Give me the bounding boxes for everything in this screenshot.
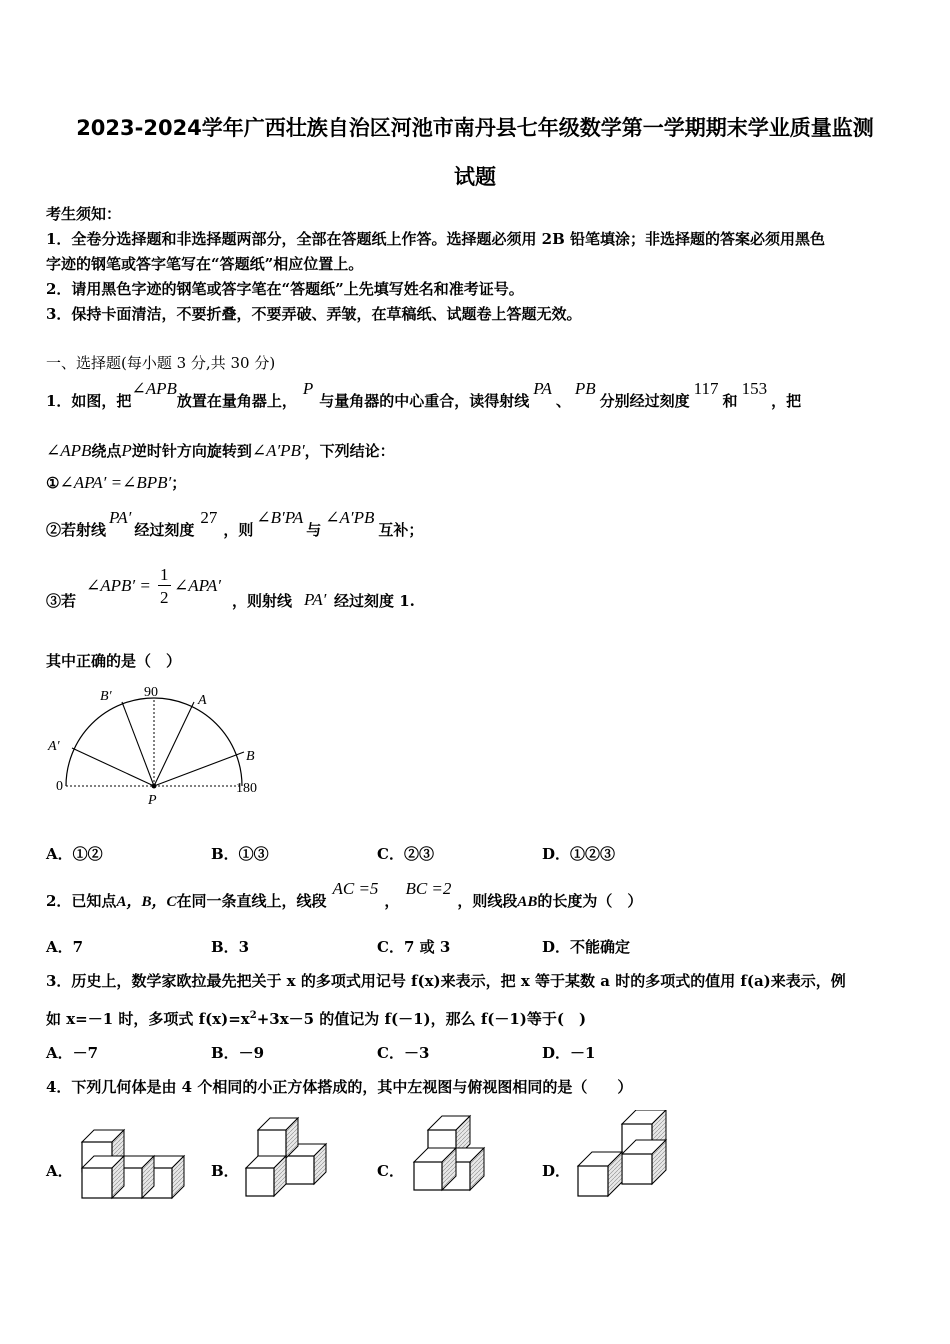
notice-item-1: 1．全卷分选择题和非选择题两部分，全部在答题纸上作答。选择题必须用 2B 铅笔填涂；非选择题的答案必须用黑色 [46,230,826,248]
q1-text: ②若射线 [46,521,107,539]
q4-figure-b [242,1116,334,1202]
q1-value-153: 153 [741,379,768,398]
q1-text: 互补； [378,521,424,539]
small-cube [578,1152,622,1196]
q1-text: 、 [555,392,571,410]
q2-text: ， [384,892,400,910]
q4-option-b[interactable]: B． [211,1162,239,1180]
q1-value-117: 117 [693,379,719,398]
q1-text: 和 [722,392,738,410]
q1-text: 1．如图，把 [46,392,132,410]
q1-point-p-2: P [121,441,132,460]
label-0: 0 [56,779,63,794]
label-p: P [148,793,157,808]
q1-c2-ray: PA′ [109,508,132,527]
q3-text: 如 x=－1 时，多项式 f(x)=x [46,1010,250,1028]
label-a-prime: A′ [48,739,60,754]
q1-text: ； [171,474,187,492]
q2-text: 在同一条直线上，线段 [176,892,327,910]
protractor-figure [44,680,274,810]
q1-conclusion-3 [46,565,546,616]
fraction-bar [158,585,171,586]
q3-option-d[interactable]: D．－1 [542,1044,596,1062]
small-cube [246,1156,286,1196]
page-title: 2023-2024学年广西壮族自治区河池市南丹县七年级数学第一学期期末学业质量监测 [76,116,874,140]
label-b: B [246,749,255,764]
notice-item-3: 3．保持卡面清洁，不要折叠，不要弄破、弄皱，在草稿纸、试题卷上答题无效。 [46,305,582,323]
q2-option-a[interactable]: A．7 [46,938,84,956]
q4-figure-c [410,1112,496,1202]
q3-option-a[interactable]: A．－7 [46,1044,99,1062]
page-title-line2: 试题 [454,165,496,189]
q4-option-c[interactable]: C． [377,1162,404,1180]
q1-text: 与量角器的中心重合，读得射线 [319,392,530,410]
q1-text: 经过刻度 1. [334,592,415,610]
q1-c2-angle-2: ∠A′PB [325,508,375,527]
q1-c3-angle-1: ∠APB′ = [86,576,151,595]
q2-ab: AB [517,894,538,910]
q2-stem [46,879,643,911]
q1-text: 绕点 [91,442,122,460]
q1-c2-value: 27 [200,508,218,527]
q2-option-b[interactable]: B．3 [211,938,250,956]
q2-option-c[interactable]: C．7 或 3 [377,938,451,956]
q1-c1-formula: ∠APA′ =∠BPB′ [59,473,172,492]
q1-stem-line2 [46,440,395,461]
q1-c3-denominator: 2 [160,588,169,607]
label-180: 180 [236,781,257,796]
q1-option-c[interactable]: C．②③ [377,845,434,863]
small-cube [82,1156,124,1198]
notice-heading: 考生须知： [46,205,122,223]
q1-option-b[interactable]: B．①③ [211,845,269,863]
q3-exponent: 2 [249,1010,257,1021]
q3-option-c[interactable]: C．－3 [377,1044,430,1062]
q2-bc: BC =2 [405,879,452,898]
q2-text: ，则线段 [457,892,518,910]
q1-text: 放置在量角器上， [176,392,297,410]
q1-text: ，则 [223,521,254,539]
label-a: A [198,693,207,708]
label-90: 90 [144,685,158,700]
q1-angle-apb: ∠APB [131,379,177,398]
q1-stem-line1 [46,379,802,411]
q2-option-d[interactable]: D．不能确定 [542,938,631,956]
q1-ray-pa: PA [533,379,552,398]
q1-text: ① [46,474,60,492]
q2-points: A，B，C [116,894,177,910]
q1-text: ，则射线 [232,592,293,610]
q1-text: ，下列结论： [304,442,395,460]
q3-stem-line1: 3．历史上，数学家欧拉最先把关于 x 的多项式用记号 f(x)来表示，把 x 等于某数 a 时的多项式的值用 f(a)来表示，例 [46,972,846,990]
q4-figure-d [574,1110,676,1202]
q2-ac: AC =5 [332,879,379,898]
q1-point-p: P [302,379,314,398]
q1-option-d[interactable]: D．①②③ [542,845,616,863]
section-heading: 一、选择题(每小题 3 分,共 30 分) [46,354,276,372]
q1-conclusion-1 [46,472,186,493]
q1-ask: 其中正确的是（ ） [46,652,182,670]
q3-option-b[interactable]: B．－9 [211,1044,265,1062]
q1-angle-apb-2: ∠APB [46,441,92,460]
q1-text: 经过刻度 [134,521,195,539]
q1-text: ，把 [771,392,802,410]
q1-c3-numerator: 1 [160,565,169,584]
q1-text: 逆时针方向旋转到 [131,442,252,460]
q3-text: +3x－5 的值记为 f(－1)，那么 f(－1)等于( ) [256,1010,587,1028]
notice-item-1-cont: 字迹的钢笔或答字笔写在“答题纸”相应位置上。 [46,255,364,273]
q3-stem-line2 [46,1008,586,1029]
q4-stem: 4．下列几何体是由 4 个相同的小正方体搭成的，其中左视图与俯视图相同的是（ ） [46,1078,633,1096]
q1-conclusion-2 [46,508,424,540]
q2-text: 2．已知点 [46,892,117,910]
q1-option-a[interactable]: A．①② [46,845,103,863]
label-b-prime: B′ [100,689,112,704]
q1-text: 与 [306,521,322,539]
q1-text: ③若 [46,592,77,610]
q1-c3-angle-2: ∠APA′ [174,576,221,595]
q4-figure-a [78,1126,198,1202]
q1-ray-pb: PB [574,379,596,398]
small-cube [258,1118,298,1158]
q1-c3-ray: PA′ [304,590,327,609]
notice-item-2: 2．请用黑色字迹的钢笔或答字笔在“答题纸”上先填写姓名和准考证号。 [46,280,524,298]
q1-text: 分别经过刻度 [599,392,690,410]
q1-angle-rotated: ∠A′PB′ [251,441,305,460]
q1-c2-angle-1: ∠B′PA [256,508,304,527]
center-point [152,784,157,789]
q2-text: 的长度为（ ） [537,892,643,910]
q4-option-d[interactable]: D． [542,1162,571,1180]
q4-option-a[interactable]: A． [46,1162,73,1180]
